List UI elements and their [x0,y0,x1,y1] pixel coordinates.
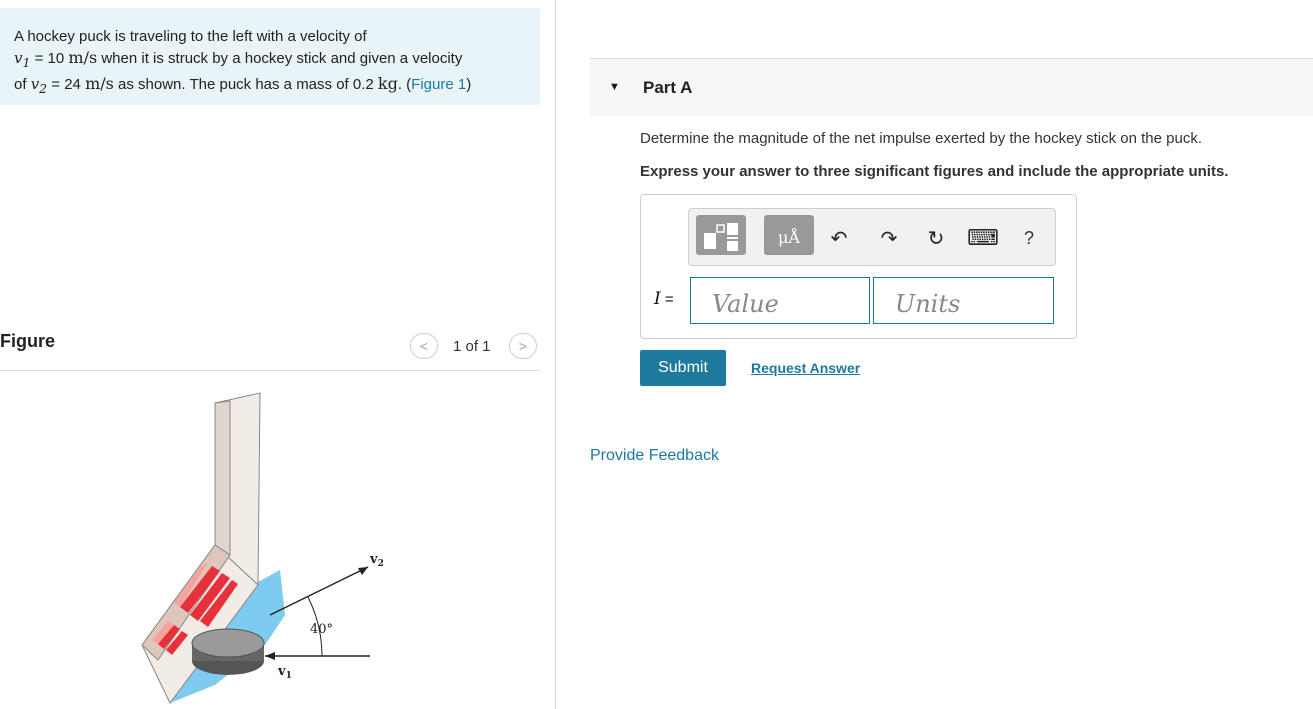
figure-title: Figure [0,331,56,351]
problem-statement [0,8,540,105]
caret-down-icon[interactable]: ▼ [609,81,620,93]
part-header[interactable] [590,59,1313,116]
figure-link[interactable]: Figure 1 [411,76,467,93]
figure-next-button[interactable] [509,333,537,359]
units-icon: μÅ [778,228,800,247]
chevron-right-icon: > [518,338,528,354]
v2-unit: m/s [85,74,114,93]
figure-counter: 1 of 1 [453,338,491,355]
submit-button[interactable]: Submit [640,350,726,386]
chevron-left-icon: < [419,338,429,354]
question-text: Determine the magnitude of the net impulse exerted by the hockey stick on the puck. [640,130,1202,147]
units-button[interactable] [764,215,814,255]
v1-arrowhead [265,652,275,660]
reset-icon[interactable]: ↻ [927,227,945,250]
v2-arrow-line [270,567,368,615]
part-title[interactable]: Part A [643,78,693,97]
v2-label: $v_2$ [370,552,384,569]
problem-line-1: A hockey puck is traveling to the left with a velocity of [14,28,367,45]
figure-divider [0,370,540,371]
panel-divider [555,0,556,709]
figure-prev-button[interactable] [410,333,438,359]
units-input[interactable] [873,277,1054,324]
keyboard-icon[interactable]: ⌨ [967,225,999,250]
instruction-text: Express your answer to three significant figures and include the appropriate units. [640,163,1229,180]
request-answer-link[interactable]: Request Answer [751,360,861,376]
undo-icon[interactable]: ↶ [830,227,848,250]
v2-symbol: $v_2$ [30,75,48,96]
help-icon[interactable]: ? [1024,228,1035,248]
templates-button[interactable] [696,215,746,255]
answer-variable-label: I = [654,289,674,309]
redo-icon[interactable]: ↷ [880,227,898,250]
provide-feedback-link[interactable]: Provide Feedback [590,447,719,464]
v1-unit: m/s [68,48,98,67]
templates-icon [696,215,746,255]
angle-label: 40° [310,622,334,637]
problem-line-3: of $v_2 = 24$ m/s as shown. The puck has a mass of 0.2 kg. (Figure 1) [14,74,472,96]
puck-top [192,629,264,657]
mass-unit: kg [377,74,398,93]
hockey-stick-figure [130,385,410,709]
problem-line-2: $v_1 = 10$ m/s when it is struck by a hockey stick and given a velocity [14,48,463,70]
value-input[interactable] [690,277,870,324]
stick-shaft-edge [215,401,230,555]
v1-label: $v_1$ [278,664,292,681]
v1-symbol: $v_1$ [14,49,31,70]
